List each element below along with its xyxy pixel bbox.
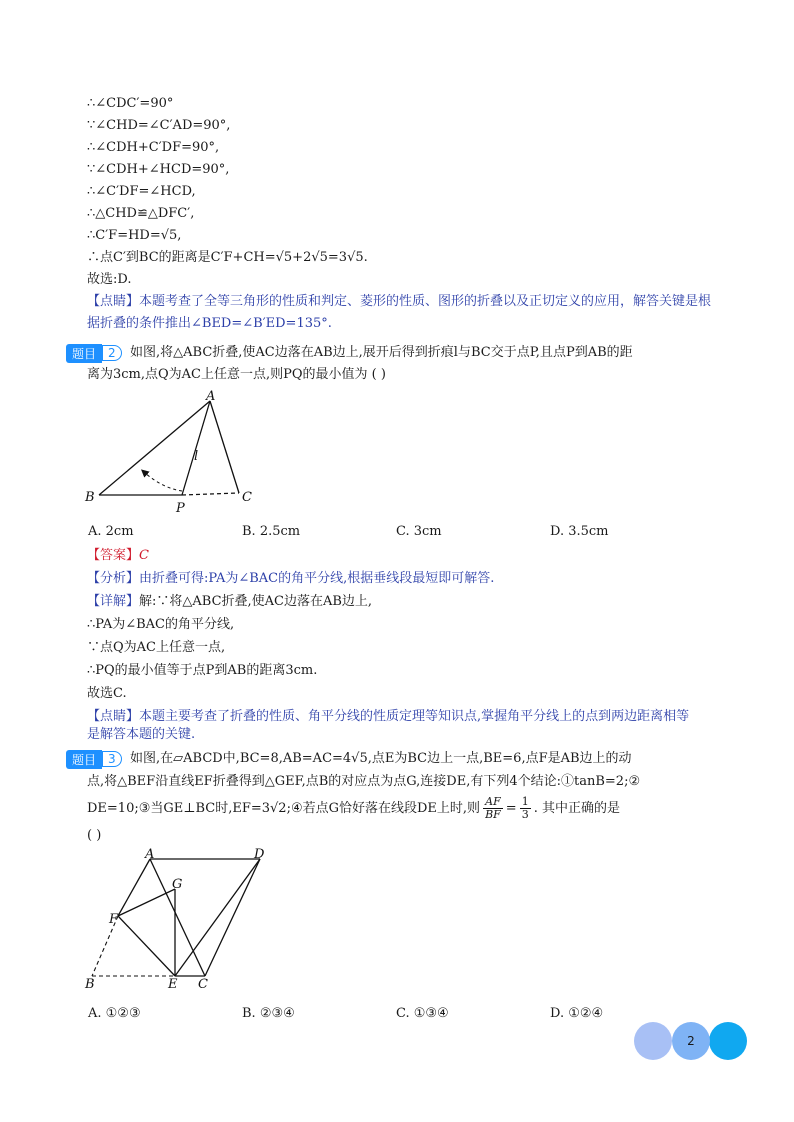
solution-line: ∴∠CDH+C′DF=90°, [87,140,220,155]
option-d[interactable]: D. 3.5cm [550,524,609,539]
solution-line: ∴△CHD≌△DFC′, [87,206,195,221]
question-text-part: DE=10;③当GE⊥BC时,EF=3√2;④若点G恰好落在线段DE上时,则 [87,800,481,816]
seg-fe [118,916,175,976]
analysis-line [87,570,494,588]
equals-sign: = [505,800,517,816]
note-text: 本题主要考查了折叠的性质、角平分线的性质定理等知识点,掌握角平分线上的点到两边距离相等 [139,709,690,724]
solution-line: ∵∠CHD=∠C′AD=90°, [87,118,231,133]
question-text-cont [87,796,620,821]
note-text-cont: 是解答本题的关键. [87,727,196,742]
fraction-one-third [520,796,531,821]
detail-line [87,593,372,611]
detail-line: ∴PQ的最小值等于点P到AB的距离3cm. [87,663,318,678]
side-ab [99,401,210,495]
solution-line: ∴∠C′DF=∠HCD, [87,184,196,199]
badge-circle-right [709,1022,747,1060]
option-b[interactable]: B. ②③④ [242,1006,295,1021]
option-b[interactable]: B. 2.5cm [242,524,301,539]
question-tag-word: 题目 [66,750,102,769]
note-block [87,293,711,311]
label-c: C [242,490,252,505]
fraction-numerator: AF [485,795,501,808]
label-c: C [198,977,208,992]
label-a: A [145,848,155,862]
label-f: F [109,912,119,927]
fraction-denominator: 3 [521,808,529,821]
question-tag-number: 2 [102,345,122,361]
question-text-cont: 离为3cm,点Q为AC上任意一点,则PQ的最小值为 ( ) [87,367,386,382]
option-d[interactable]: D. ①②④ [550,1006,604,1021]
label-g: G [172,877,183,892]
label-p: P [176,501,185,516]
question-tag [66,749,122,769]
fold-arrow [144,472,182,491]
q3-figure [82,848,282,998]
option-c[interactable]: C. 3cm [396,524,442,539]
label-a: A [206,389,216,404]
answer-line [87,547,149,565]
side-dc [205,859,260,976]
question-tag [66,343,122,363]
solution-line: 故选:D. [87,272,132,287]
detail-line: ∵点Q为AC上任意一点, [87,640,226,655]
question-tag-word: 题目 [66,344,102,363]
solution-line: ∵∠CDH+∠HCD=90°, [87,162,230,177]
note-text: 本题考查了全等三角形的性质和判定、菱形的性质、图形的折叠以及正切定义的应用，解答关键是根 [139,294,712,309]
note-text-cont: 据折叠的条件推出∠BED=∠B′ED=135°. [87,316,332,331]
note-label: 【点睛】 [87,709,140,724]
option-c[interactable]: C. ①③④ [396,1006,449,1021]
seg-fg [118,889,175,916]
crease-l [182,401,210,495]
dashed-pc [182,493,239,495]
label-l: l [194,449,199,464]
detail-line: ∴PA为∠BAC的角平分线, [87,617,235,632]
question-text-part: . 其中正确的是 [533,800,620,816]
fraction-af-bf [483,796,503,821]
label-e: E [168,977,178,992]
analysis-label: 【分析】 [87,571,140,586]
badge-circle-left [634,1022,672,1060]
question-text-cont: 点,将△BEF沿直线EF折叠得到△GEF,点B的对应点为点G,连接DE,有下列4个结论:①tanB=2;② [87,774,641,789]
answer-value: C [139,548,149,563]
question-text: 如图,在▱ABCD中,BC=8,AB=AC=4√5,点E为BC边上一点,BE=6,点F是AB边上的动 [130,751,632,766]
option-a[interactable]: A. ①②③ [88,1006,141,1021]
label-b: B [85,977,95,992]
q2-figure [82,388,282,518]
side-af [118,859,150,916]
analysis-text: 由折叠可得:PA为∠BAC的角平分线,根据垂线段最短即可解答. [139,571,495,586]
solution-line: ∴C′F=HD=√5, [87,228,182,243]
label-b: B [85,490,95,505]
fraction-numerator: 1 [521,795,529,808]
note-block [87,708,689,726]
detail-text: 解:∵将△ABC折叠,使AC边落在AB边上, [139,594,373,609]
question-text-cont: ( ) [87,828,102,843]
solution-line: ∴∠CDC′=90° [87,96,174,111]
question-tag-number: 3 [102,751,122,767]
side-ac [210,401,239,493]
option-a[interactable]: A. 2cm [88,524,134,539]
detail-line: 故选C. [87,686,127,701]
detail-label: 【详解】 [87,594,140,609]
note-label: 【点睛】 [87,294,140,309]
seg-ed [175,859,260,976]
label-d: D [254,848,265,862]
page-number: 2 [672,1022,710,1060]
answer-label: 【答案】 [87,548,140,563]
question-text: 如图,将△ABC折叠,使AC边落在AB边上,展开后得到折痕l与BC交于点P,且点P到AB的距 [130,345,633,360]
solution-line: ∴点C′到BC的距离是C′F+CH=√5+2√5=3√5. [87,250,368,265]
fraction-denominator: BF [485,808,501,821]
